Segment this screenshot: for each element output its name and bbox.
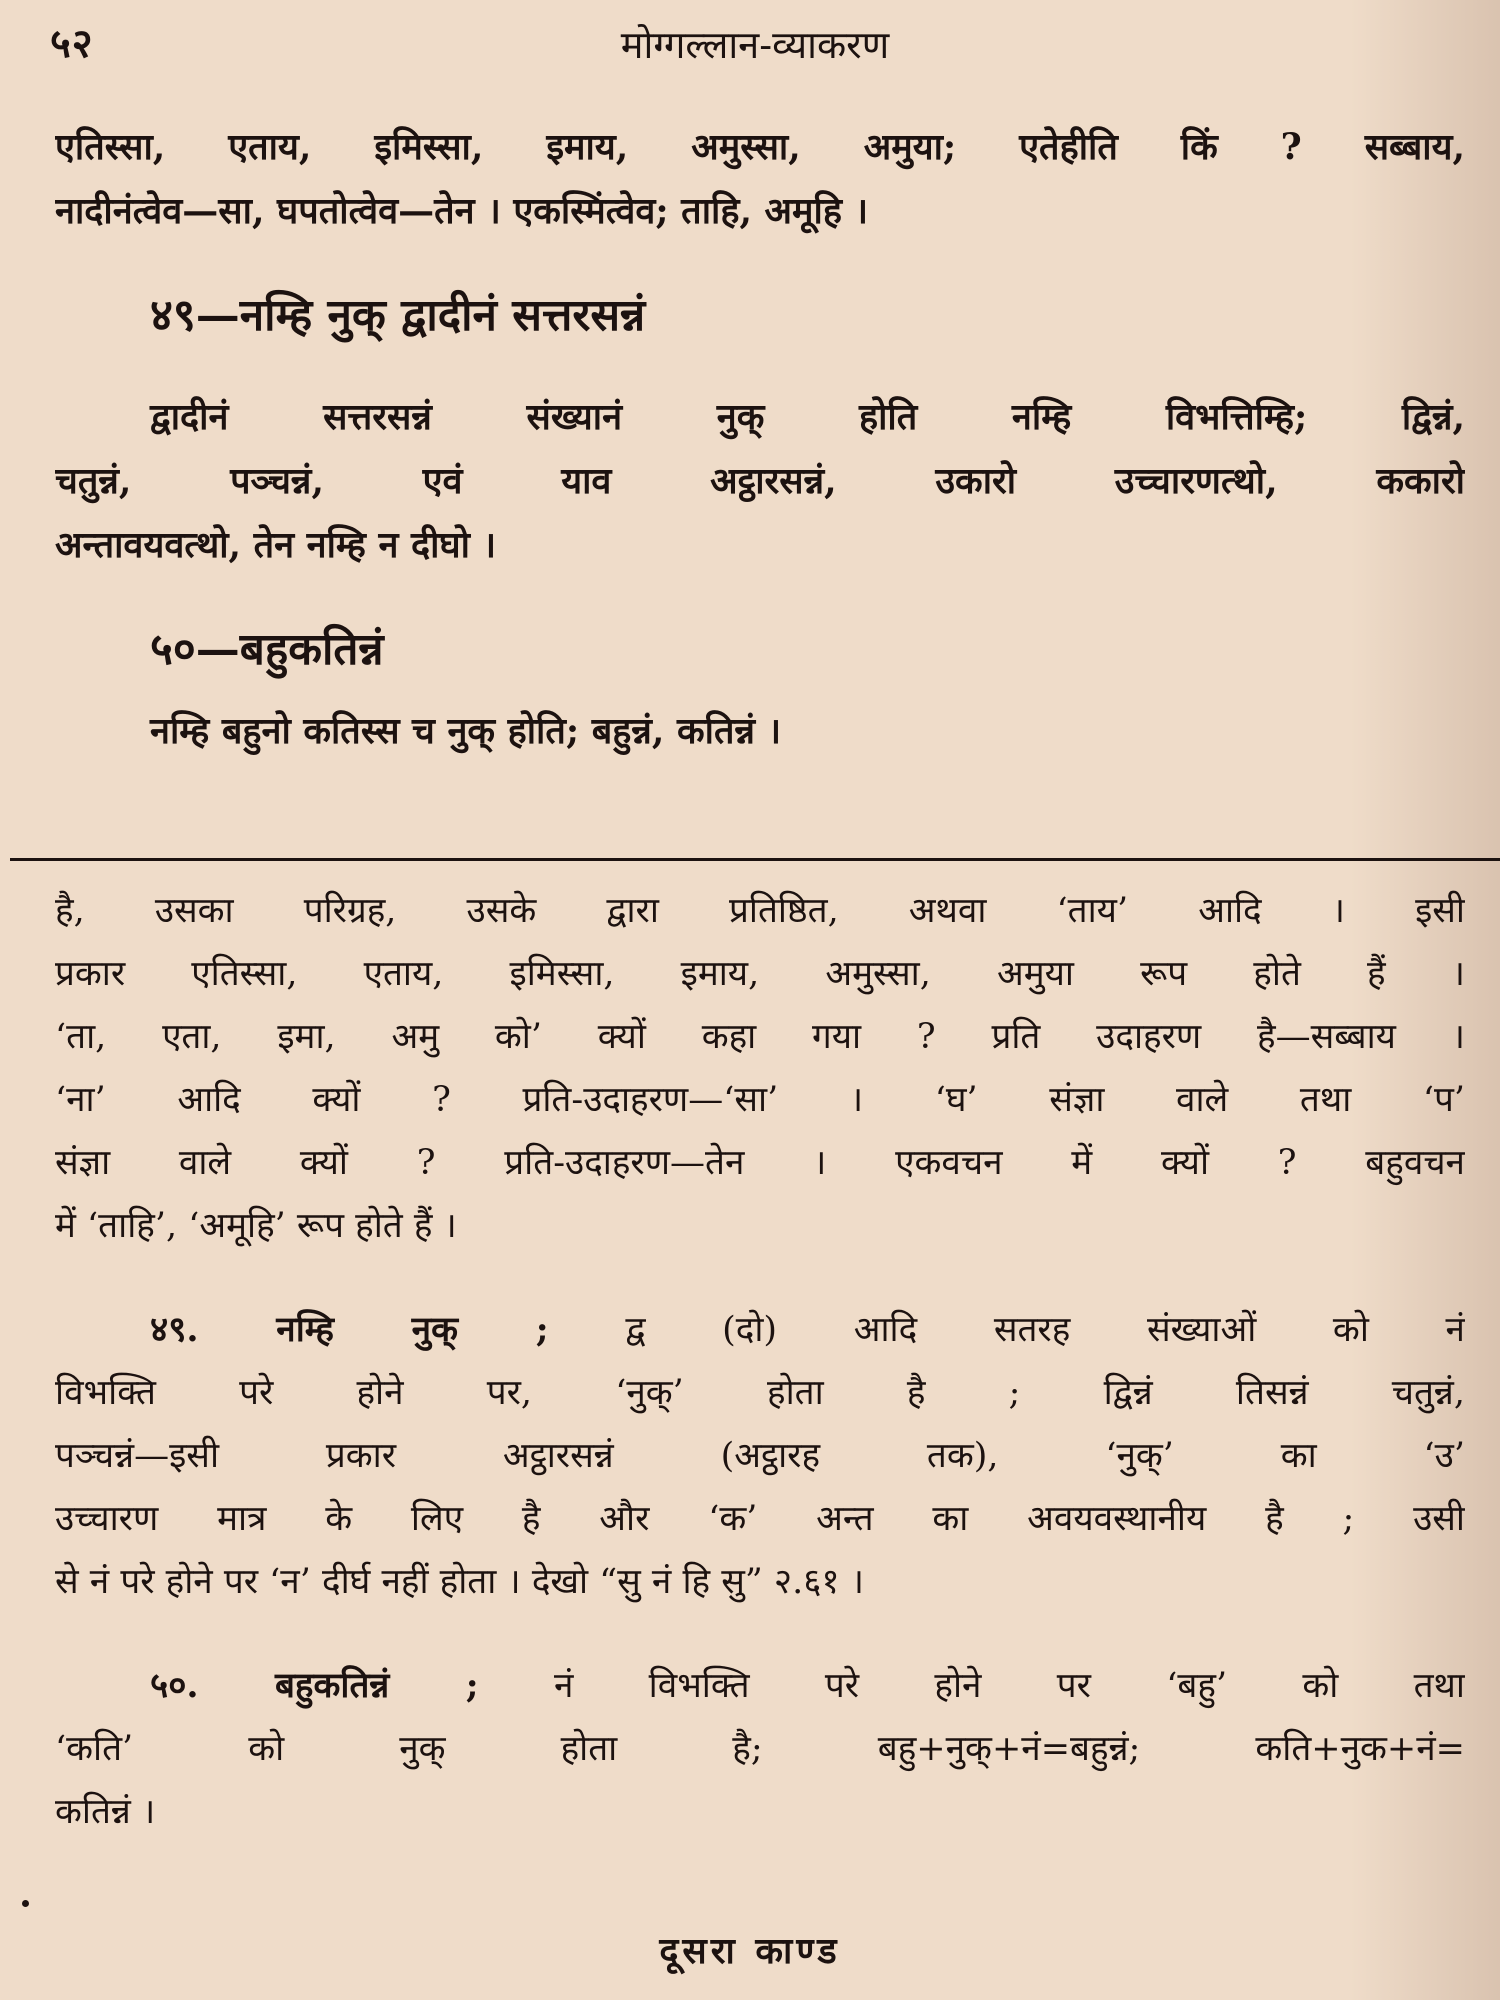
page-footer: दूसरा काण्ड (659, 1930, 841, 1972)
section-divider (10, 858, 1500, 861)
hindi-line: में ‘ताहि’, ‘अमूहि’ रूप होते हैं । (55, 1206, 457, 1246)
hindi-line: से नं परे होने पर ‘न’ दीर्घ नहीं होता । देखो “सु नं हि सु” २.६१ । (55, 1562, 865, 1602)
page-header (50, 14, 1460, 74)
hindi-line: नं विभक्ति परे होने पर ‘बहु’ को तथा (553, 1666, 1465, 1706)
hindi-line: पञ्चन्नं—इसी प्रकार अट्ठारसन्नं (अट्ठारह तक), ‘नुक्’ का ‘उ’ (55, 1436, 1465, 1476)
ink-speck (22, 1900, 29, 1907)
pali-line: चतुन्नं, पञ्चन्नं, एवं याव अट्ठारसन्नं, उकारो उच्चारणत्थो, ककारो (55, 460, 1465, 502)
hindi-line-49-first (55, 1298, 1465, 1362)
hindi-line: संज्ञा वाले क्यों ? प्रति-उदाहरण—तेन । एकवचन में क्यों ? बहुवचन (55, 1143, 1465, 1183)
hindi-line: ‘ना’ आदि क्यों ? प्रति-उदाहरण—‘सा’ । ‘घ’ संज्ञा वाले तथा ‘प’ (55, 1080, 1465, 1120)
hindi-line: प्रकार एतिस्सा, एताय, इमिस्सा, इमाय, अमुस्सा, अमुया रूप होते हैं । (55, 954, 1465, 994)
hindi-line: है, उसका परिग्रह, उसके द्वारा प्रतिष्ठित, अथवा ‘ताय’ आदि । इसी (55, 891, 1465, 931)
hindi-line: ‘ता, एता, इमा, अमु को’ क्यों कहा गया ? प्रति उदाहरण है—सब्बाय । (55, 1017, 1465, 1057)
sutra-heading-50: ५०—बहुकतिन्नं (150, 624, 384, 675)
hindi-line: विभक्ति परे होने पर, ‘नुक्’ होता है ; द्विन्नं तिसन्नं चतुन्नं, (55, 1373, 1465, 1413)
hindi-line: कतिन्नं । (55, 1792, 156, 1832)
running-head: मोग्गल्लान-व्याकरण (620, 23, 890, 67)
sutra-label-50: ५०. बहुकतिन्नं ; (150, 1665, 479, 1706)
pali-text-block (55, 115, 1465, 763)
sutra-heading-49: ४९—नम्हि नुक् द्वादीनं सत्तरसन्नं (150, 290, 646, 341)
pali-line: द्वादीनं सत्तरसन्नं संख्यानं नुक् होति नम्हि विभत्तिम्हि; द्विन्नं, (150, 396, 1465, 438)
pali-line: एतिस्सा, एताय, इमिस्सा, इमाय, अमुस्सा, अमुया; एतेहीति किं ? सब्बाय, (55, 126, 1465, 168)
page-number: ५२ (50, 20, 94, 67)
hindi-line: उच्चारण मात्र के लिए है और ‘क’ अन्त का अवयवस्थानीय है ; उसी (55, 1499, 1465, 1539)
pali-line: नम्हि बहुनो कतिस्स च नुक् होति; बहुन्नं, कतिन्नं । (150, 710, 782, 752)
hindi-commentary (55, 880, 1465, 1844)
hindi-line-50-first (55, 1654, 1465, 1718)
hindi-line: ‘कति’ को नुक् होता है; बहु+नुक्+नं=बहुन्नं; कति+नुक+नं= (55, 1729, 1465, 1769)
sutra-label-49: ४९. नम्हि नुक् ; (150, 1309, 549, 1350)
hindi-line: द्व (दो) आदि सतरह संख्याओं को नं (625, 1310, 1465, 1350)
pali-line: नादीनंत्वेव—सा, घपतोत्वेव—तेन । एकस्मिंत्वेव; ताहि, अमूहि । (55, 190, 869, 232)
pali-line: अन्तावयवत्थो, तेन नम्हि न दीघो । (55, 524, 497, 566)
